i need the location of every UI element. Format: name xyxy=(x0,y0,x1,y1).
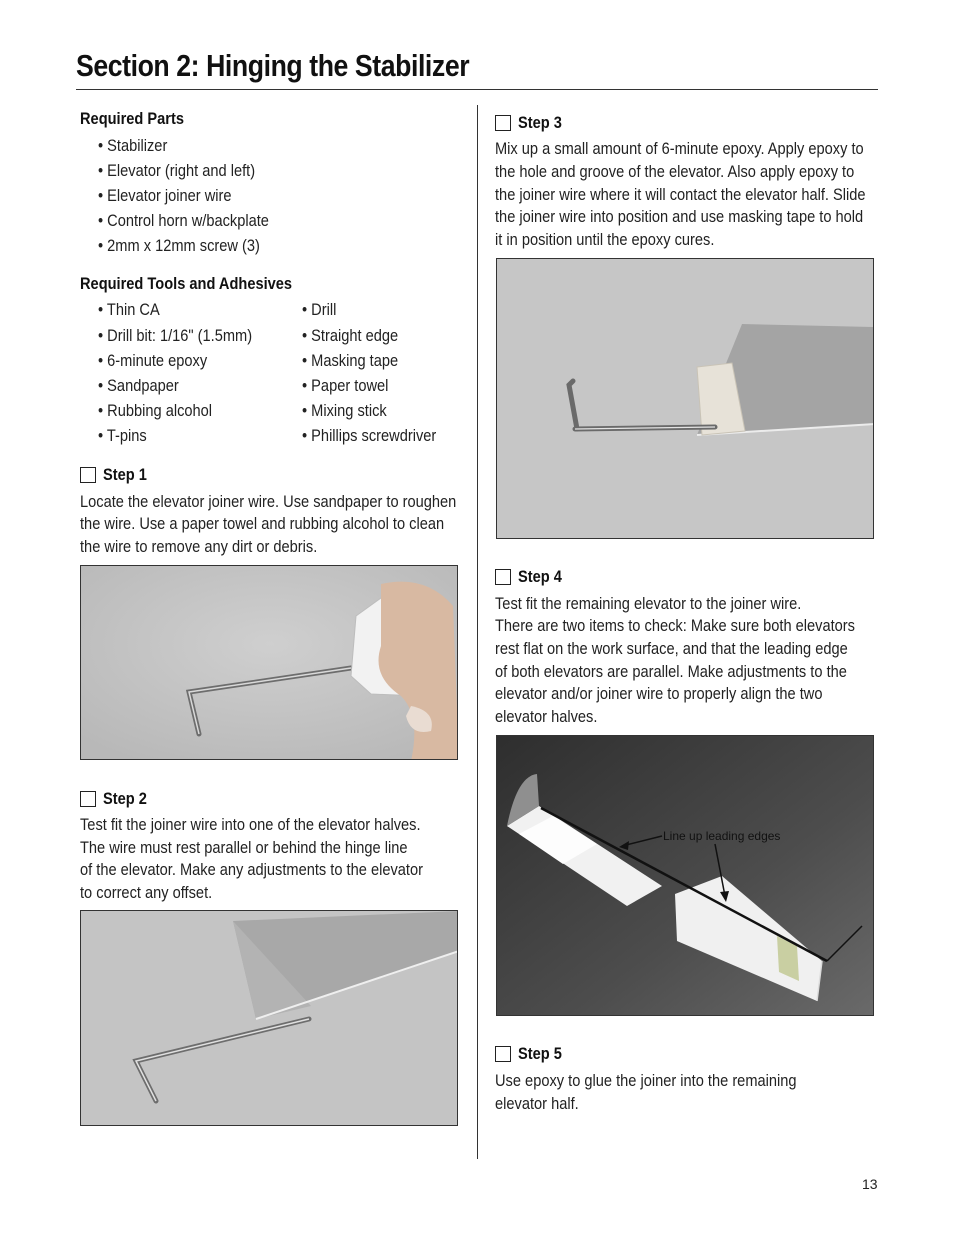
list-item: • Mixing stick xyxy=(302,401,387,420)
list-item: • Paper towel xyxy=(302,376,389,395)
step-3-text-line: it in position until the epoxy cures. xyxy=(495,230,715,249)
step-3-text-line: the joiner wire into position and use masking tape to hold xyxy=(495,207,864,226)
step-2-text-line: of the elevator. Make any adjustments to the elevator xyxy=(80,860,423,879)
required-parts-heading: Required Parts xyxy=(80,109,185,128)
step-3-text-line: Mix up a small amount of 6-minute epoxy. Apply epoxy to xyxy=(495,139,864,158)
step-4-text-line: Test fit the remaining elevator to the joiner wire. xyxy=(495,594,802,613)
step-4-text-line: There are two items to check: Make sure both elevators xyxy=(495,616,855,635)
step-2-photo xyxy=(80,910,458,1126)
list-item: • Straight edge xyxy=(302,326,399,345)
step-5-text-line: Use epoxy to glue the joiner into the remaining xyxy=(495,1071,797,1090)
step-1-text-line: the wire to remove any dirt or debris. xyxy=(80,537,318,556)
list-item: • Drill xyxy=(302,300,337,319)
checkbox-icon[interactable] xyxy=(495,569,511,585)
step-3-heading: Step 3 xyxy=(495,113,569,133)
step-1-heading: Step 1 xyxy=(80,465,154,485)
list-item: • Stabilizer xyxy=(98,136,168,155)
list-item: • Elevator (right and left) xyxy=(98,161,256,180)
step-4-text-line: rest flat on the work surface, and that the leading edge xyxy=(495,639,848,658)
page-number: 13 xyxy=(862,1176,878,1192)
required-tools-heading: Required Tools and Adhesives xyxy=(80,274,293,293)
step-4-text-line: elevator halves. xyxy=(495,707,598,726)
page-title: Section 2: Hinging the Stabilizer xyxy=(76,48,470,83)
list-item: • T-pins xyxy=(98,426,147,445)
checkbox-icon[interactable] xyxy=(495,115,511,131)
list-item: • 2mm x 12mm screw (3) xyxy=(98,236,260,255)
checkbox-icon[interactable] xyxy=(80,467,96,483)
list-item: • Drill bit: 1/16" (1.5mm) xyxy=(98,326,253,345)
step-2-text-line: Test fit the joiner wire into one of the elevator halves. xyxy=(80,815,421,834)
list-item: • 6-minute epoxy xyxy=(98,351,208,370)
step-1-text-line: the wire. Use a paper towel and rubbing alcohol to clean xyxy=(80,514,445,533)
list-item: • Sandpaper xyxy=(98,376,179,395)
step-1-text-line: Locate the elevator joiner wire. Use sandpaper to roughen xyxy=(80,492,457,511)
photo-annotation: Line up leading edges xyxy=(663,829,781,843)
step-5-heading: Step 5 xyxy=(495,1044,569,1064)
list-item: • Thin CA xyxy=(98,300,160,319)
step-3-text-line: the hole and groove of the elevator. Also apply epoxy to xyxy=(495,162,855,181)
step-1-photo xyxy=(80,565,458,760)
step-2-text-line: The wire must rest parallel or behind the hinge line xyxy=(80,838,408,857)
step-2-heading: Step 2 xyxy=(80,789,154,809)
step-4-text-line: elevator and/or joiner wire to properly align the two xyxy=(495,684,823,703)
step-5-text-line: elevator half. xyxy=(495,1094,579,1113)
checkbox-icon[interactable] xyxy=(495,1046,511,1062)
list-item: • Phillips screwdriver xyxy=(302,426,437,445)
step-4-photo xyxy=(496,735,874,1016)
step-2-text-line: to correct any offset. xyxy=(80,883,213,902)
list-item: • Rubbing alcohol xyxy=(98,401,213,420)
step-3-photo xyxy=(496,258,874,539)
step-4-text-line: of both elevators are parallel. Make adjustments to the xyxy=(495,662,847,681)
list-item: • Masking tape xyxy=(302,351,399,370)
column-divider xyxy=(477,105,478,1159)
list-item: • Elevator joiner wire xyxy=(98,186,232,205)
list-item: • Control horn w/backplate xyxy=(98,211,269,230)
step-3-text-line: the joiner wire where it will contact the elevator half. Slide xyxy=(495,185,866,204)
title-divider xyxy=(76,89,878,90)
checkbox-icon[interactable] xyxy=(80,791,96,807)
step-4-heading: Step 4 xyxy=(495,567,569,587)
